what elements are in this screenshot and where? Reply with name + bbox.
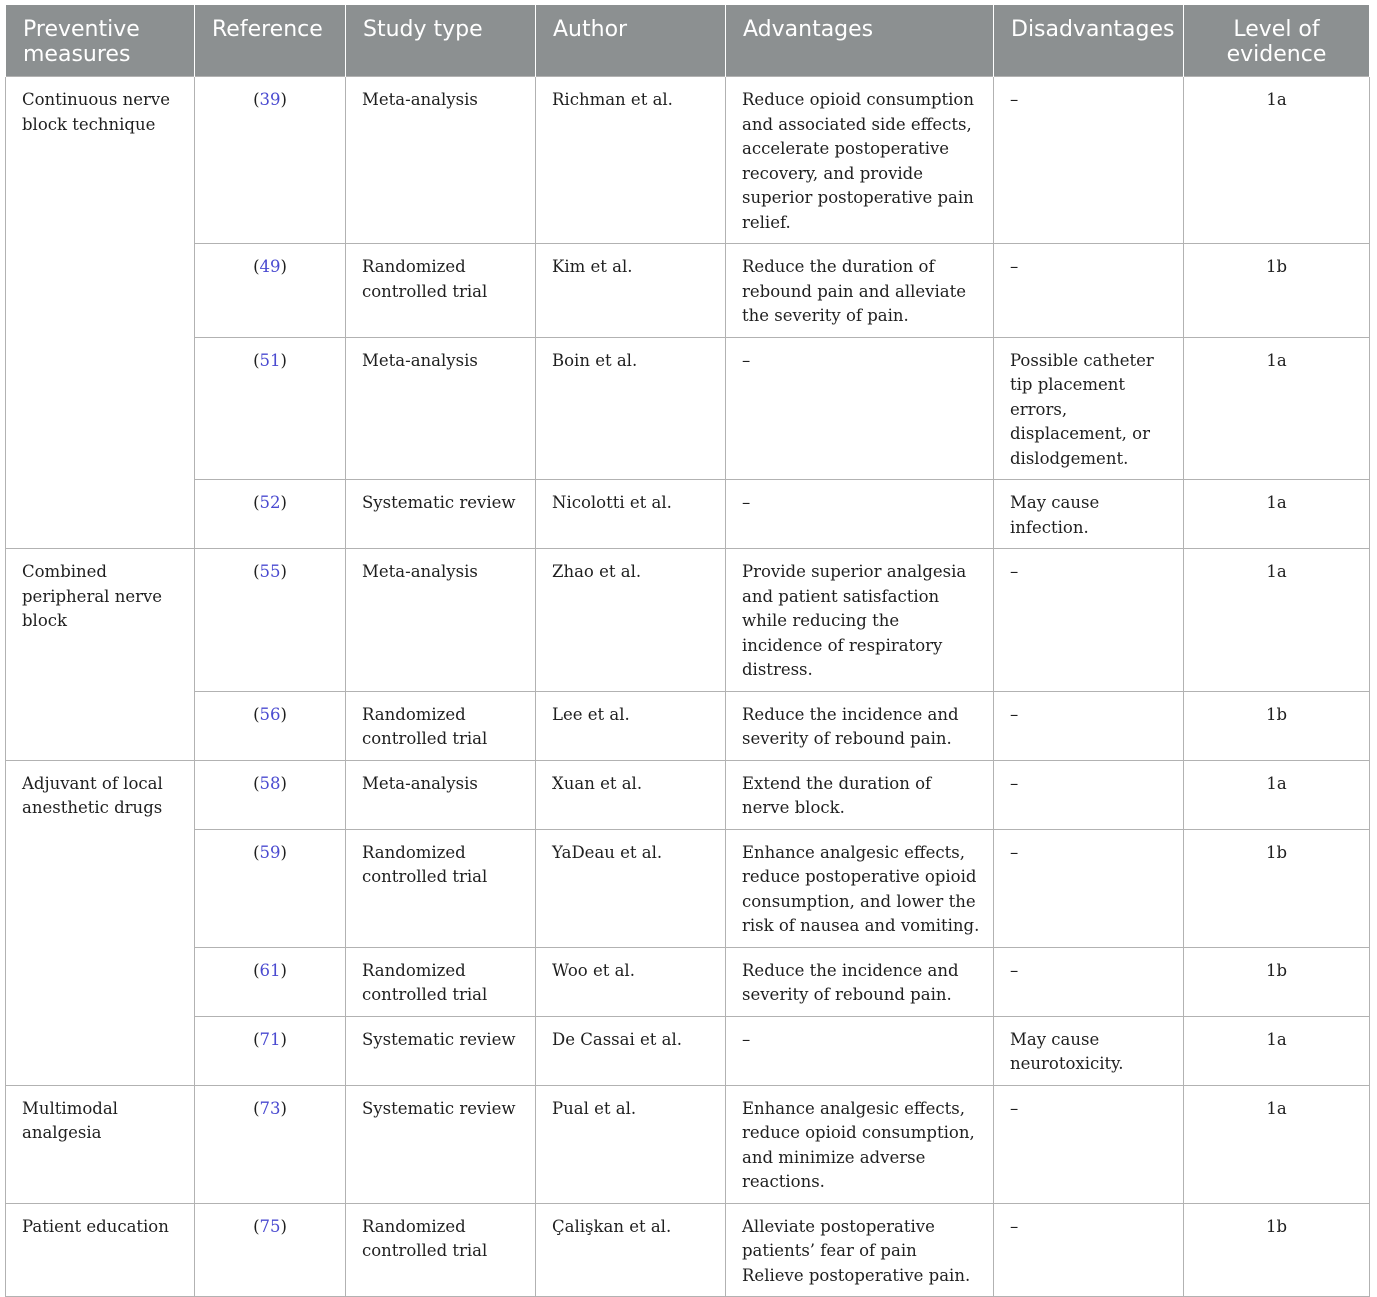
- reference-link[interactable]: 39: [259, 90, 281, 109]
- advantages-cell: Reduce the incidence and severity of rebound pain.: [726, 947, 994, 1016]
- disadvantages-cell: –: [994, 77, 1184, 244]
- reference-link[interactable]: 51: [259, 350, 281, 370]
- level-of-evidence-cell: 1a: [1184, 337, 1370, 480]
- advantages-cell: Enhance analgesic effects, reduce postoperative opioid consumption, and lower the risk of nausea and vomiting.: [726, 829, 994, 947]
- disadvantages-cell: Possible catheter tip placement errors, displacement, or dislodgement.: [994, 337, 1184, 480]
- reference-cell: (52): [195, 480, 346, 549]
- study-type-cell: Meta-analysis: [346, 77, 536, 244]
- author-cell: Richman et al.: [536, 77, 726, 244]
- advantages-cell: –: [726, 337, 994, 480]
- study-type-cell: Randomized controlled trial: [346, 1203, 536, 1297]
- level-of-evidence-cell: 1a: [1184, 1085, 1370, 1203]
- table-row: [6, 337, 1370, 480]
- level-of-evidence-cell: 1a: [1184, 760, 1370, 829]
- reference-link[interactable]: 73: [259, 1098, 281, 1118]
- author-cell: Pual et al.: [536, 1085, 726, 1203]
- study-type-cell: Randomized controlled trial: [346, 947, 536, 1016]
- advantages-cell: Reduce the duration of rebound pain and alleviate the severity of pain.: [726, 244, 994, 338]
- advantages-cell: Reduce the incidence and severity of rebound pain.: [726, 691, 994, 760]
- disadvantages-cell: –: [994, 760, 1184, 829]
- reference-cell: (49): [195, 244, 346, 338]
- author-cell: Xuan et al.: [536, 760, 726, 829]
- reference-cell: (56): [195, 691, 346, 760]
- disadvantages-cell: –: [994, 549, 1184, 692]
- reference-link[interactable]: 56: [259, 704, 281, 724]
- study-type-cell: Randomized controlled trial: [346, 244, 536, 338]
- reference-link[interactable]: 71: [259, 1029, 281, 1049]
- table-row: [6, 1203, 1370, 1297]
- author-cell: De Cassai et al.: [536, 1016, 726, 1085]
- table-row: [6, 1016, 1370, 1085]
- header-preventive-measures: Preventive measures: [6, 5, 195, 77]
- level-of-evidence-cell: 1b: [1184, 244, 1370, 338]
- evidence-table: [5, 5, 1370, 1297]
- author-cell: Çalişkan et al.: [536, 1203, 726, 1297]
- reference-link[interactable]: 55: [259, 562, 281, 581]
- author-cell: YaDeau et al.: [536, 829, 726, 947]
- table-row: [6, 829, 1370, 947]
- advantages-cell: –: [726, 1016, 994, 1085]
- reference-link[interactable]: 59: [259, 842, 281, 862]
- table-row: [6, 77, 1370, 244]
- advantages-cell: –: [726, 480, 994, 549]
- disadvantages-cell: May cause infection.: [994, 480, 1184, 549]
- disadvantages-cell: –: [994, 244, 1184, 338]
- reference-cell: (55): [195, 549, 346, 692]
- table-row: [6, 480, 1370, 549]
- advantages-cell: Provide superior analgesia and patient satisfaction while reducing the incidence of respiratory distress.: [726, 549, 994, 692]
- table-row: [6, 691, 1370, 760]
- header-disadvantages: Disadvantages: [994, 5, 1184, 77]
- disadvantages-cell: –: [994, 1203, 1184, 1297]
- header-level-of-evidence: Level of evidence: [1184, 5, 1370, 77]
- level-of-evidence-cell: 1a: [1184, 549, 1370, 692]
- preventive-measure-cell: Combined peripheral nerve block: [6, 549, 195, 761]
- table-row: [6, 244, 1370, 338]
- preventive-measure-cell: Adjuvant of local anesthetic drugs: [6, 760, 195, 1085]
- author-cell: Boin et al.: [536, 337, 726, 480]
- table-row: [6, 549, 1370, 692]
- level-of-evidence-cell: 1b: [1184, 829, 1370, 947]
- reference-cell: (73): [195, 1085, 346, 1203]
- author-cell: Woo et al.: [536, 947, 726, 1016]
- reference-link[interactable]: 61: [259, 960, 281, 980]
- disadvantages-cell: –: [994, 691, 1184, 760]
- disadvantages-cell: –: [994, 1085, 1184, 1203]
- level-of-evidence-cell: 1b: [1184, 947, 1370, 1016]
- reference-cell: (51): [195, 337, 346, 480]
- advantages-cell: Enhance analgesic effects, reduce opioid consumption, and minimize adverse reactions.: [726, 1085, 994, 1203]
- reference-cell: (75): [195, 1203, 346, 1297]
- author-cell: Nicolotti et al.: [536, 480, 726, 549]
- level-of-evidence-cell: 1b: [1184, 1203, 1370, 1297]
- disadvantages-cell: –: [994, 947, 1184, 1016]
- study-type-cell: Systematic review: [346, 480, 536, 549]
- study-type-cell: Meta-analysis: [346, 760, 536, 829]
- study-type-cell: Systematic review: [346, 1085, 536, 1203]
- reference-link[interactable]: 75: [259, 1216, 281, 1236]
- study-type-cell: Randomized controlled trial: [346, 829, 536, 947]
- header-advantages: Advantages: [726, 5, 994, 77]
- header-author: Author: [536, 5, 726, 77]
- study-type-cell: Systematic review: [346, 1016, 536, 1085]
- disadvantages-cell: –: [994, 829, 1184, 947]
- preventive-measure-cell: Multimodal analgesia: [6, 1085, 195, 1203]
- level-of-evidence-cell: 1a: [1184, 1016, 1370, 1085]
- study-type-cell: Meta-analysis: [346, 549, 536, 692]
- author-cell: Zhao et al.: [536, 549, 726, 692]
- table-row: [6, 1085, 1370, 1203]
- header-study-type: Study type: [346, 5, 536, 77]
- preventive-measure-cell: Patient education: [6, 1203, 195, 1297]
- reference-cell: (59): [195, 829, 346, 947]
- disadvantages-cell: May cause neurotoxicity.: [994, 1016, 1184, 1085]
- table-row: [6, 947, 1370, 1016]
- level-of-evidence-cell: 1a: [1184, 77, 1370, 244]
- reference-cell: (39): [195, 77, 346, 244]
- advantages-cell: Alleviate postoperative patients’ fear of pain Relieve postoperative pain.: [726, 1203, 994, 1297]
- reference-link[interactable]: 58: [259, 773, 281, 793]
- reference-cell: (61): [195, 947, 346, 1016]
- advantages-cell: Extend the duration of nerve block.: [726, 760, 994, 829]
- header-reference: Reference: [195, 5, 346, 77]
- table-body: [6, 77, 1370, 1297]
- reference-link[interactable]: 49: [259, 257, 281, 276]
- study-type-cell: Meta-analysis: [346, 337, 536, 480]
- advantages-cell: Reduce opioid consumption and associated side effects, accelerate postoperative recovery, and provide superior postoperative pain relief.: [726, 77, 994, 244]
- table-row: [6, 760, 1370, 829]
- author-cell: Kim et al.: [536, 244, 726, 338]
- study-type-cell: Randomized controlled trial: [346, 691, 536, 760]
- reference-cell: (58): [195, 760, 346, 829]
- author-cell: Lee et al.: [536, 691, 726, 760]
- header-row: [6, 5, 1370, 77]
- level-of-evidence-cell: 1a: [1184, 480, 1370, 549]
- reference-cell: (71): [195, 1016, 346, 1085]
- preventive-measure-cell: Continuous nerve block technique: [6, 77, 195, 549]
- reference-link[interactable]: 52: [259, 493, 281, 512]
- level-of-evidence-cell: 1b: [1184, 691, 1370, 760]
